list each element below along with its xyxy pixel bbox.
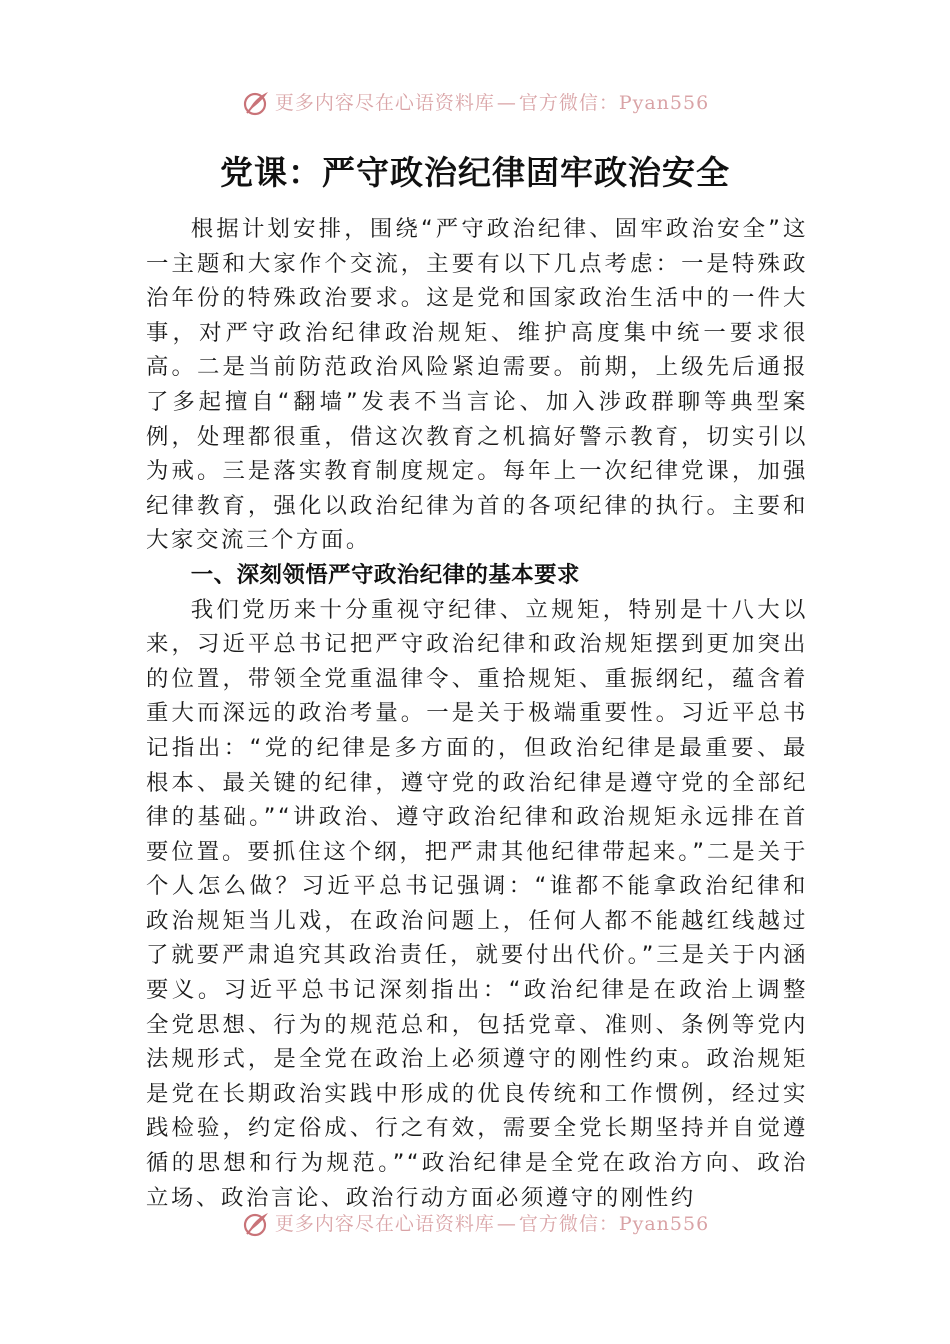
watermark-separator: — bbox=[496, 92, 517, 114]
watermark-contact: 官方微信：Pyan556 bbox=[518, 1213, 710, 1235]
document-body bbox=[146, 212, 808, 1215]
section-paragraph: 我们党历来十分重视守纪律、立规矩，特别是十八大以来，习近平总书记把严守政治纪律和政治规矩摆到更加突出的位置，带领全党重温律令、重拾规矩、重振纲纪，蕴含着重大而深远的政治考量。一是关于极端重要性。习近平总书记指出：“党的纪律是多方面的，但政治纪律是最重要、最根本、最关键的纪律，遵守党的政治纪律是遵守党的全部纪律的基础。”“讲政治、遵守政治纪律和政治规矩永远排在首要位置。要抓住这个纲，把严肃其他纪律带起来。”二是关于个人怎么做？习近平总书记强调：“谁都不能拿政治纪律和政治规矩当儿戏，在政治问题上，任何人都不能越红线越过了就要严肃追究其政治责任，就要付出代价。”三是关于内涵要义。习近平总书记深刻指出：“政治纪律是在政治上调整全党思想、行为的规范总和，包括党章、准则、条例等党内法规形式，是全党在政治上必须遵守的刚性约束。政治规矩是党在长期政治实践中形成的优良传统和工作惯例，经过实践检验，约定俗成、行之有效，需要全党长期坚持并自觉遵循的思想和行为规范。”“政治纪律是全党在政治方向、政治立场、政治言论、政治行动方面必须遵守的刚性约 bbox=[146, 596, 808, 1211]
footer-watermark bbox=[0, 1210, 950, 1237]
section-heading: 一、深刻领悟严守政治纪律的基本要求 bbox=[190, 561, 580, 588]
intro-paragraph: 根据计划安排，围绕“严守政治纪律、固牢政治安全”这一主题和大家作个交流，主要有以下几点考虑：一是特殊政治年份的特殊政治要求。这是党和国家政治生活中的一件大事，对严守政治纪律政治规矩、维护高度集中统一要求很高。二是当前防范政治风险紧迫需要。前期，上级先后通报了多起擅自“翻墙”发表不当言论、加入涉政群聊等典型案例，处理都很重，借这次教育之机搞好警示教育，切实引以为戒。三是落实教育制度规定。每年上一次纪律党课，加强纪律教育，强化以政治纪律为首的各项纪律的执行。主要和大家交流三个方面。 bbox=[146, 216, 808, 554]
watermark-contact: 官方微信：Pyan556 bbox=[518, 92, 710, 114]
header-watermark bbox=[0, 89, 950, 116]
quill-logo-icon bbox=[241, 1211, 271, 1237]
watermark-separator: — bbox=[496, 1213, 517, 1235]
watermark-text: 更多内容尽在心语资料库 bbox=[274, 1213, 495, 1235]
watermark-text: 更多内容尽在心语资料库 bbox=[274, 92, 495, 114]
quill-logo-icon bbox=[241, 90, 271, 116]
document-title: 党课：严守政治纪律固牢政治安全 bbox=[220, 153, 730, 192]
